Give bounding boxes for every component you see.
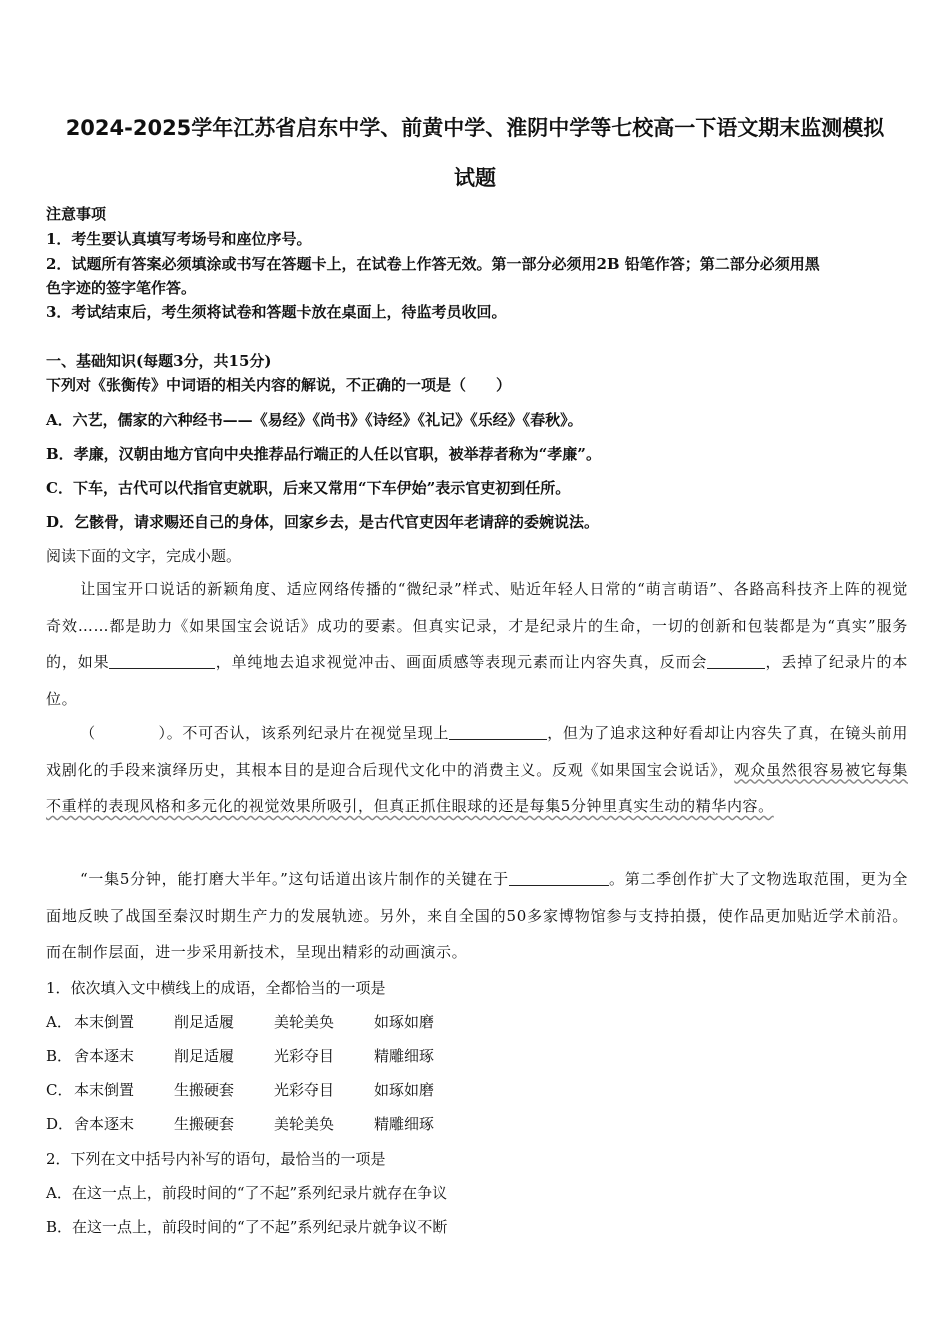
passage-p1-text-a: 让国宝开口说话的新颖角度、适应网络传播的“微纪录”样式、贴近年轻人日常的“萌言萌语”、各路高科技齐上阵的视觉奇效……都是助力《如果国宝会说话》成功的要素。但真实记录，才是纪录片的生命，一切的创新和包装都是为“真实”服务的，如果 xyxy=(46,580,908,671)
passage-paragraph-2 xyxy=(46,715,908,825)
q1-option-a xyxy=(46,1011,908,1033)
q1-option-word: 生搬硬套 xyxy=(174,1081,235,1099)
q2-option-b: B．在这一点上，前段时间的“了不起”系列纪录片就争议不断 xyxy=(46,1218,448,1236)
option-c: C．下车，古代可以代指官吏就职，后来又常用“下车伊始”表示官吏初到任所。 xyxy=(46,479,571,497)
exam-title-line2: 试题 xyxy=(454,166,496,190)
q1-option-word: 光彩夺目 xyxy=(274,1081,335,1099)
answer-blank xyxy=(449,723,547,740)
q1-option-word: 舍本逐末 xyxy=(74,1115,135,1133)
passage-p1-text-c: ，丢掉了纪录片的本位。 xyxy=(46,653,908,708)
passage-p3-text-a: “一集5分钟，能打磨大半年。”这句话道出该片制作的关键在于 xyxy=(80,870,509,888)
answer-blank xyxy=(707,652,765,669)
notice-item-2: 2．试题所有答案必须填涂或书写在答题卡上，在试卷上作答无效。第一部分必须用2B 铅笔作答；第二部分必须用黑 xyxy=(46,255,820,273)
q1-option-label: D． xyxy=(46,1115,74,1133)
q1-option-word: 精雕细琢 xyxy=(374,1047,435,1065)
q1-option-c xyxy=(46,1079,908,1101)
q1-option-word: 美轮美奂 xyxy=(274,1115,335,1133)
q2-stem: 2．下列在文中括号内补写的语句，最恰当的一项是 xyxy=(46,1150,386,1168)
answer-blank xyxy=(109,652,215,669)
option-a: A．六艺，儒家的六种经书——《易经》《尚书》《诗经》《礼记》《乐经》《春秋》。 xyxy=(46,411,583,429)
wavy-underlined-sentence: 观众虽然很容易被它每集不重样的表现风格和多元化的视觉效果所吸引，但真正抓住眼球的还是每集5分钟里真实生动的精华内容。 xyxy=(46,760,908,815)
q1-option-label: C． xyxy=(46,1081,73,1099)
q1-option-word: 精雕细琢 xyxy=(374,1115,435,1133)
section-heading: 一、基础知识(每题3分，共15分) xyxy=(46,352,272,370)
notice-item-1: 1．考生要认真填写考场号和座位序号。 xyxy=(46,230,312,248)
reading-intro: 阅读下面的文字，完成小题。 xyxy=(46,547,242,565)
question-stem: 下列对《张衡传》中词语的相关内容的解说，不正确的一项是（ ） xyxy=(46,376,512,394)
q1-option-label: B． xyxy=(46,1047,73,1065)
q1-option-word: 削足适履 xyxy=(174,1047,235,1065)
answer-blank xyxy=(509,869,609,886)
passage-paragraph-1 xyxy=(46,571,908,717)
notice-item-3: 3．考试结束后，考生须将试卷和答题卡放在桌面上，待监考员收回。 xyxy=(46,303,507,321)
q1-option-word: 本末倒置 xyxy=(74,1013,135,1031)
q1-option-word: 舍本逐末 xyxy=(74,1047,135,1065)
option-d: D．乞骸骨，请求赐还自己的身体，回家乡去，是古代官吏因年老请辞的委婉说法。 xyxy=(46,513,600,531)
q1-option-label: A． xyxy=(46,1013,72,1031)
passage-p1-text-b: ，单纯地去追求视觉冲击、画面质感等表现元素而让内容失真，反而会 xyxy=(215,653,708,671)
q1-option-word: 光彩夺目 xyxy=(274,1047,335,1065)
notice-item-2-cont: 色字迹的签字笔作答。 xyxy=(46,279,197,297)
q1-option-word: 本末倒置 xyxy=(74,1081,135,1099)
q1-stem: 1．依次填入文中横线上的成语，全都恰当的一项是 xyxy=(46,979,386,997)
passage-p3-text-b: 。第二季创作扩大了文物选取范围，更为全面地反映了战国至秦汉时期生产力的发展轨迹。另外，来自全国的50多家博物馆参与支持拍摄，使作品更加贴近学术前沿。而在制作层面，进一步采用新技术，呈现出精彩的动画演示。 xyxy=(46,870,908,961)
q1-option-word: 如琢如磨 xyxy=(374,1013,435,1031)
exam-title-line1: 2024-2025学年江苏省启东中学、前黄中学、淮阴中学等七校高一下语文期末监测模拟 xyxy=(65,116,885,140)
q1-option-b xyxy=(46,1045,908,1067)
q2-option-a: A．在这一点上，前段时间的“了不起”系列纪录片就存在争议 xyxy=(46,1184,448,1202)
passage-p2-text-a: （ ）。不可否认，该系列纪录片在视觉呈现上 xyxy=(80,724,450,742)
option-b: B．孝廉，汉朝由地方官向中央推荐品行端正的人任以官职，被举荐者称为“孝廉”。 xyxy=(46,445,601,463)
notice-heading: 注意事项 xyxy=(46,205,107,223)
passage-paragraph-3 xyxy=(46,861,908,971)
q1-option-word: 生搬硬套 xyxy=(174,1115,235,1133)
q1-option-word: 削足适履 xyxy=(174,1013,235,1031)
passage-p2-text-b: ，但为了追求这种好看却让内容失了真，在镜头前用戏剧化的手段来演绎历史，其根本目的是迎合后现代文化中的消费主义。反观《如果国宝会说话》， xyxy=(46,724,908,779)
q1-option-word: 美轮美奂 xyxy=(274,1013,335,1031)
q1-option-word: 如琢如磨 xyxy=(374,1081,435,1099)
q1-option-d xyxy=(46,1113,908,1135)
